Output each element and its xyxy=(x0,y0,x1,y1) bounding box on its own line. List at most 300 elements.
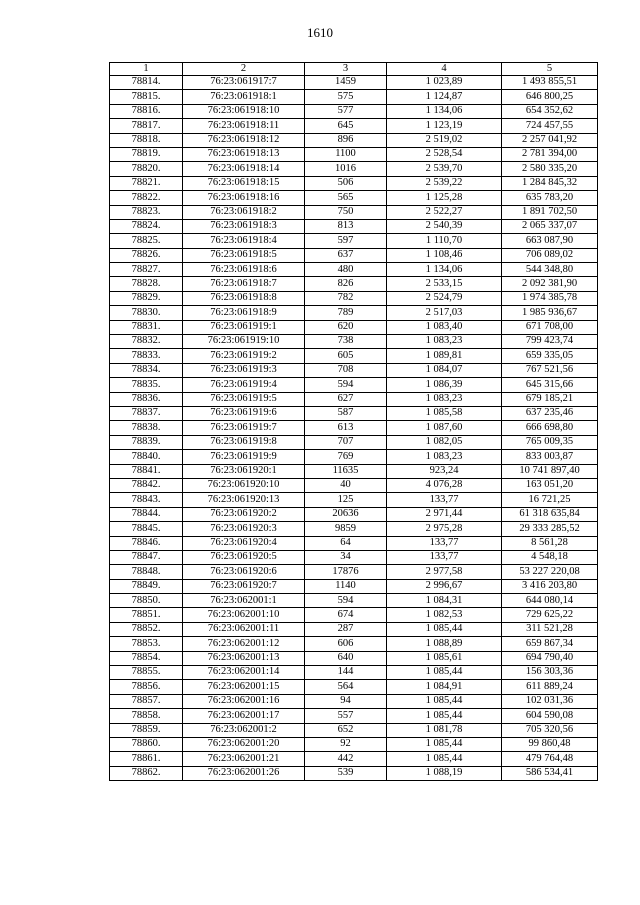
cadastral-number-cell: 76:23:061920:6 xyxy=(183,565,305,579)
value-cell: 544 348,80 xyxy=(502,263,598,277)
area-cell: 539 xyxy=(305,766,387,780)
table-row xyxy=(110,406,598,420)
table-row xyxy=(110,608,598,622)
rate-cell: 1 085,58 xyxy=(387,406,502,420)
value-cell: 163 051,20 xyxy=(502,478,598,492)
row-number-cell: 78815. xyxy=(110,90,183,104)
cadastral-number-cell: 76:23:061920:10 xyxy=(183,478,305,492)
row-number-cell: 78841. xyxy=(110,464,183,478)
table-row xyxy=(110,263,598,277)
area-cell: 750 xyxy=(305,205,387,219)
rate-cell: 1 134,06 xyxy=(387,104,502,118)
row-number-cell: 78820. xyxy=(110,162,183,176)
rate-cell: 1 085,44 xyxy=(387,666,502,680)
row-number-cell: 78833. xyxy=(110,349,183,363)
table-row xyxy=(110,450,598,464)
rate-cell: 1 085,44 xyxy=(387,737,502,751)
cadastral-number-cell: 76:23:061918:15 xyxy=(183,176,305,190)
table-row xyxy=(110,493,598,507)
cadastral-number-cell: 76:23:061919:8 xyxy=(183,435,305,449)
value-cell: 10 741 897,40 xyxy=(502,464,598,478)
row-number-cell: 78839. xyxy=(110,435,183,449)
rate-cell: 1 088,19 xyxy=(387,766,502,780)
rate-cell: 1 124,87 xyxy=(387,90,502,104)
rate-cell: 1 089,81 xyxy=(387,349,502,363)
value-cell: 1 493 855,51 xyxy=(502,76,598,90)
area-cell: 565 xyxy=(305,191,387,205)
area-cell: 64 xyxy=(305,536,387,550)
area-cell: 708 xyxy=(305,363,387,377)
table-row xyxy=(110,464,598,478)
cadastral-number-cell: 76:23:061918:7 xyxy=(183,277,305,291)
value-cell: 1 985 936,67 xyxy=(502,306,598,320)
table-row xyxy=(110,335,598,349)
area-cell: 620 xyxy=(305,320,387,334)
value-cell: 311 521,28 xyxy=(502,622,598,636)
table-row xyxy=(110,306,598,320)
value-cell: 611 889,24 xyxy=(502,680,598,694)
rate-cell: 2 971,44 xyxy=(387,507,502,521)
area-cell: 17876 xyxy=(305,565,387,579)
area-cell: 645 xyxy=(305,119,387,133)
table-row xyxy=(110,594,598,608)
row-number-cell: 78817. xyxy=(110,119,183,133)
column-header-2: 2 xyxy=(183,63,305,76)
cadastral-number-cell: 76:23:062001:1 xyxy=(183,594,305,608)
table-row xyxy=(110,76,598,90)
value-cell: 767 521,56 xyxy=(502,363,598,377)
row-number-cell: 78831. xyxy=(110,320,183,334)
table-row xyxy=(110,421,598,435)
value-cell: 659 335,05 xyxy=(502,349,598,363)
value-cell: 694 790,40 xyxy=(502,651,598,665)
row-number-cell: 78848. xyxy=(110,565,183,579)
cadastral-number-cell: 76:23:061919:5 xyxy=(183,392,305,406)
data-table xyxy=(109,62,598,781)
cadastral-number-cell: 76:23:061918:2 xyxy=(183,205,305,219)
value-cell: 53 227 220,08 xyxy=(502,565,598,579)
row-number-cell: 78830. xyxy=(110,306,183,320)
value-cell: 671 708,00 xyxy=(502,320,598,334)
rate-cell: 1 085,44 xyxy=(387,709,502,723)
table-row xyxy=(110,291,598,305)
row-number-cell: 78859. xyxy=(110,723,183,737)
rate-cell: 133,77 xyxy=(387,550,502,564)
table-row xyxy=(110,162,598,176)
cadastral-number-cell: 76:23:062001:14 xyxy=(183,666,305,680)
cadastral-number-cell: 76:23:062001:2 xyxy=(183,723,305,737)
row-number-cell: 78818. xyxy=(110,133,183,147)
rate-cell: 2 517,03 xyxy=(387,306,502,320)
area-cell: 594 xyxy=(305,378,387,392)
area-cell: 506 xyxy=(305,176,387,190)
row-number-cell: 78826. xyxy=(110,248,183,262)
value-cell: 799 423,74 xyxy=(502,335,598,349)
rate-cell: 2 533,15 xyxy=(387,277,502,291)
page-number: 1610 xyxy=(307,25,333,40)
area-cell: 826 xyxy=(305,277,387,291)
area-cell: 652 xyxy=(305,723,387,737)
cadastral-number-cell: 76:23:062001:20 xyxy=(183,737,305,751)
cadastral-number-cell: 76:23:061919:7 xyxy=(183,421,305,435)
row-number-cell: 78836. xyxy=(110,392,183,406)
column-header-3: 3 xyxy=(305,63,387,76)
area-cell: 1100 xyxy=(305,147,387,161)
value-cell: 2 065 337,07 xyxy=(502,219,598,233)
table-row xyxy=(110,378,598,392)
cadastral-number-cell: 76:23:061918:10 xyxy=(183,104,305,118)
area-cell: 613 xyxy=(305,421,387,435)
table-row xyxy=(110,579,598,593)
row-number-cell: 78823. xyxy=(110,205,183,219)
area-cell: 564 xyxy=(305,680,387,694)
area-cell: 738 xyxy=(305,335,387,349)
row-number-cell: 78854. xyxy=(110,651,183,665)
rate-cell: 1 087,60 xyxy=(387,421,502,435)
rate-cell: 2 975,28 xyxy=(387,522,502,536)
table-row xyxy=(110,277,598,291)
row-number-cell: 78824. xyxy=(110,219,183,233)
rate-cell: 2 540,39 xyxy=(387,219,502,233)
value-cell: 8 561,28 xyxy=(502,536,598,550)
cadastral-number-cell: 76:23:062001:16 xyxy=(183,694,305,708)
value-cell: 99 860,48 xyxy=(502,737,598,751)
area-cell: 1016 xyxy=(305,162,387,176)
rate-cell: 923,24 xyxy=(387,464,502,478)
cadastral-number-cell: 76:23:062001:12 xyxy=(183,637,305,651)
row-number-cell: 78855. xyxy=(110,666,183,680)
area-cell: 9859 xyxy=(305,522,387,536)
value-cell: 729 625,22 xyxy=(502,608,598,622)
cadastral-number-cell: 76:23:061920:3 xyxy=(183,522,305,536)
rate-cell: 1 085,44 xyxy=(387,752,502,766)
row-number-cell: 78822. xyxy=(110,191,183,205)
rate-cell: 1 125,28 xyxy=(387,191,502,205)
cadastral-number-cell: 76:23:061919:2 xyxy=(183,349,305,363)
rate-cell: 1 085,44 xyxy=(387,694,502,708)
cadastral-number-cell: 76:23:061920:2 xyxy=(183,507,305,521)
row-number-cell: 78853. xyxy=(110,637,183,651)
rate-cell: 1 083,23 xyxy=(387,335,502,349)
table-row xyxy=(110,435,598,449)
row-number-cell: 78840. xyxy=(110,450,183,464)
value-cell: 644 080,14 xyxy=(502,594,598,608)
rate-cell: 1 110,70 xyxy=(387,234,502,248)
value-cell: 1 974 385,78 xyxy=(502,291,598,305)
value-cell: 646 800,25 xyxy=(502,90,598,104)
value-cell: 604 590,08 xyxy=(502,709,598,723)
table-row xyxy=(110,133,598,147)
table-row xyxy=(110,191,598,205)
table-row xyxy=(110,637,598,651)
cadastral-number-cell: 76:23:062001:15 xyxy=(183,680,305,694)
table-row xyxy=(110,478,598,492)
cadastral-number-cell: 76:23:061918:4 xyxy=(183,234,305,248)
row-number-cell: 78849. xyxy=(110,579,183,593)
value-cell: 659 867,34 xyxy=(502,637,598,651)
rate-cell: 133,77 xyxy=(387,536,502,550)
cadastral-number-cell: 76:23:061918:13 xyxy=(183,147,305,161)
cadastral-number-cell: 76:23:062001:21 xyxy=(183,752,305,766)
value-cell: 2 781 394,00 xyxy=(502,147,598,161)
area-cell: 594 xyxy=(305,594,387,608)
area-cell: 707 xyxy=(305,435,387,449)
row-number-cell: 78844. xyxy=(110,507,183,521)
rate-cell: 2 539,70 xyxy=(387,162,502,176)
cadastral-number-cell: 76:23:062001:17 xyxy=(183,709,305,723)
table-row xyxy=(110,666,598,680)
table-row xyxy=(110,622,598,636)
area-cell: 20636 xyxy=(305,507,387,521)
value-cell: 654 352,62 xyxy=(502,104,598,118)
value-cell: 724 457,55 xyxy=(502,119,598,133)
cadastral-number-cell: 76:23:061919:9 xyxy=(183,450,305,464)
value-cell: 765 009,35 xyxy=(502,435,598,449)
area-cell: 597 xyxy=(305,234,387,248)
rate-cell: 2 996,67 xyxy=(387,579,502,593)
rate-cell: 1 083,23 xyxy=(387,392,502,406)
table-row xyxy=(110,651,598,665)
table-row xyxy=(110,536,598,550)
cadastral-number-cell: 76:23:061919:3 xyxy=(183,363,305,377)
value-cell: 586 534,41 xyxy=(502,766,598,780)
rate-cell: 1 134,06 xyxy=(387,263,502,277)
area-cell: 587 xyxy=(305,406,387,420)
area-cell: 557 xyxy=(305,709,387,723)
table-row xyxy=(110,248,598,262)
table-row xyxy=(110,709,598,723)
row-number-cell: 78861. xyxy=(110,752,183,766)
row-number-cell: 78829. xyxy=(110,291,183,305)
cadastral-number-cell: 76:23:061917:7 xyxy=(183,76,305,90)
cadastral-number-cell: 76:23:061919:4 xyxy=(183,378,305,392)
row-number-cell: 78860. xyxy=(110,737,183,751)
value-cell: 3 416 203,80 xyxy=(502,579,598,593)
area-cell: 637 xyxy=(305,248,387,262)
rate-cell: 2 977,58 xyxy=(387,565,502,579)
row-number-cell: 78845. xyxy=(110,522,183,536)
area-cell: 442 xyxy=(305,752,387,766)
rate-cell: 133,77 xyxy=(387,493,502,507)
row-number-cell: 78851. xyxy=(110,608,183,622)
rate-cell: 2 539,22 xyxy=(387,176,502,190)
value-cell: 1 284 845,32 xyxy=(502,176,598,190)
table-row xyxy=(110,219,598,233)
row-number-cell: 78827. xyxy=(110,263,183,277)
column-header-5: 5 xyxy=(502,63,598,76)
area-cell: 789 xyxy=(305,306,387,320)
rate-cell: 1 081,78 xyxy=(387,723,502,737)
value-cell: 635 783,20 xyxy=(502,191,598,205)
rate-cell: 1 083,23 xyxy=(387,450,502,464)
row-number-cell: 78862. xyxy=(110,766,183,780)
row-number-cell: 78852. xyxy=(110,622,183,636)
rate-cell: 1 084,07 xyxy=(387,363,502,377)
area-cell: 1459 xyxy=(305,76,387,90)
row-number-cell: 78819. xyxy=(110,147,183,161)
row-number-cell: 78835. xyxy=(110,378,183,392)
value-cell: 705 320,56 xyxy=(502,723,598,737)
cadastral-number-cell: 76:23:061918:3 xyxy=(183,219,305,233)
column-header-1: 1 xyxy=(110,63,183,76)
area-cell: 813 xyxy=(305,219,387,233)
cadastral-number-cell: 76:23:061918:1 xyxy=(183,90,305,104)
area-cell: 480 xyxy=(305,263,387,277)
area-cell: 782 xyxy=(305,291,387,305)
table-row xyxy=(110,752,598,766)
rate-cell: 1 082,53 xyxy=(387,608,502,622)
cadastral-number-cell: 76:23:061919:10 xyxy=(183,335,305,349)
cadastral-number-cell: 76:23:062001:26 xyxy=(183,766,305,780)
rate-cell: 1 085,44 xyxy=(387,622,502,636)
value-cell: 679 185,21 xyxy=(502,392,598,406)
cadastral-number-cell: 76:23:061918:11 xyxy=(183,119,305,133)
row-number-cell: 78814. xyxy=(110,76,183,90)
rate-cell: 1 108,46 xyxy=(387,248,502,262)
value-cell: 2 092 381,90 xyxy=(502,277,598,291)
area-cell: 40 xyxy=(305,478,387,492)
rate-cell: 1 123,19 xyxy=(387,119,502,133)
cadastral-number-cell: 76:23:061918:14 xyxy=(183,162,305,176)
area-cell: 577 xyxy=(305,104,387,118)
row-number-cell: 78828. xyxy=(110,277,183,291)
area-cell: 125 xyxy=(305,493,387,507)
row-number-cell: 78856. xyxy=(110,680,183,694)
table-row xyxy=(110,680,598,694)
row-number-cell: 78837. xyxy=(110,406,183,420)
table-row xyxy=(110,737,598,751)
table-row xyxy=(110,550,598,564)
row-number-cell: 78847. xyxy=(110,550,183,564)
row-number-cell: 78834. xyxy=(110,363,183,377)
rate-cell: 2 519,02 xyxy=(387,133,502,147)
rate-cell: 1 086,39 xyxy=(387,378,502,392)
value-cell: 16 721,25 xyxy=(502,493,598,507)
cadastral-number-cell: 76:23:061920:1 xyxy=(183,464,305,478)
rate-cell: 1 084,91 xyxy=(387,680,502,694)
rate-cell: 2 522,27 xyxy=(387,205,502,219)
value-cell: 29 333 285,52 xyxy=(502,522,598,536)
cadastral-number-cell: 76:23:062001:13 xyxy=(183,651,305,665)
row-number-cell: 78858. xyxy=(110,709,183,723)
area-cell: 287 xyxy=(305,622,387,636)
row-number-cell: 78843. xyxy=(110,493,183,507)
value-cell: 706 089,02 xyxy=(502,248,598,262)
area-cell: 896 xyxy=(305,133,387,147)
area-cell: 606 xyxy=(305,637,387,651)
table-row xyxy=(110,104,598,118)
area-cell: 144 xyxy=(305,666,387,680)
column-header-4: 4 xyxy=(387,63,502,76)
table-row xyxy=(110,565,598,579)
rate-cell: 1 082,05 xyxy=(387,435,502,449)
table-row xyxy=(110,90,598,104)
value-cell: 666 698,80 xyxy=(502,421,598,435)
table-row xyxy=(110,205,598,219)
row-number-cell: 78838. xyxy=(110,421,183,435)
value-cell: 645 315,66 xyxy=(502,378,598,392)
cadastral-number-cell: 76:23:061918:6 xyxy=(183,263,305,277)
table-row xyxy=(110,766,598,780)
table-row xyxy=(110,147,598,161)
value-cell: 1 891 702,50 xyxy=(502,205,598,219)
table-row xyxy=(110,363,598,377)
cadastral-number-cell: 76:23:061918:8 xyxy=(183,291,305,305)
value-cell: 833 003,87 xyxy=(502,450,598,464)
row-number-cell: 78825. xyxy=(110,234,183,248)
row-number-cell: 78832. xyxy=(110,335,183,349)
cadastral-number-cell: 76:23:062001:10 xyxy=(183,608,305,622)
value-cell: 102 031,36 xyxy=(502,694,598,708)
area-cell: 640 xyxy=(305,651,387,665)
cadastral-number-cell: 76:23:061918:9 xyxy=(183,306,305,320)
table-row xyxy=(110,320,598,334)
table-row xyxy=(110,176,598,190)
cadastral-number-cell: 76:23:061920:7 xyxy=(183,579,305,593)
area-cell: 11635 xyxy=(305,464,387,478)
value-cell: 637 235,46 xyxy=(502,406,598,420)
rate-cell: 1 083,40 xyxy=(387,320,502,334)
table-row xyxy=(110,723,598,737)
row-number-cell: 78821. xyxy=(110,176,183,190)
area-cell: 674 xyxy=(305,608,387,622)
table-row xyxy=(110,694,598,708)
rate-cell: 1 084,31 xyxy=(387,594,502,608)
table-row xyxy=(110,392,598,406)
cadastral-number-cell: 76:23:061919:1 xyxy=(183,320,305,334)
cadastral-number-cell: 76:23:061919:6 xyxy=(183,406,305,420)
cadastral-number-cell: 76:23:061918:16 xyxy=(183,191,305,205)
cadastral-number-cell: 76:23:061918:5 xyxy=(183,248,305,262)
row-number-cell: 78857. xyxy=(110,694,183,708)
value-cell: 663 087,90 xyxy=(502,234,598,248)
cadastral-number-cell: 76:23:061918:12 xyxy=(183,133,305,147)
value-cell: 156 303,36 xyxy=(502,666,598,680)
area-cell: 605 xyxy=(305,349,387,363)
rate-cell: 4 076,28 xyxy=(387,478,502,492)
area-cell: 34 xyxy=(305,550,387,564)
cadastral-number-cell: 76:23:061920:13 xyxy=(183,493,305,507)
value-cell: 4 548,18 xyxy=(502,550,598,564)
row-number-cell: 78846. xyxy=(110,536,183,550)
rate-cell: 2 528,54 xyxy=(387,147,502,161)
rate-cell: 2 524,79 xyxy=(387,291,502,305)
area-cell: 92 xyxy=(305,737,387,751)
table-row xyxy=(110,234,598,248)
table-body xyxy=(110,76,598,781)
cadastral-number-cell: 76:23:062001:11 xyxy=(183,622,305,636)
cadastral-number-cell: 76:23:061920:5 xyxy=(183,550,305,564)
value-cell: 61 318 635,84 xyxy=(502,507,598,521)
cadastral-number-cell: 76:23:061920:4 xyxy=(183,536,305,550)
area-cell: 94 xyxy=(305,694,387,708)
rate-cell: 1 088,89 xyxy=(387,637,502,651)
table-row xyxy=(110,507,598,521)
rate-cell: 1 085,61 xyxy=(387,651,502,665)
area-cell: 1140 xyxy=(305,579,387,593)
table-row xyxy=(110,522,598,536)
area-cell: 769 xyxy=(305,450,387,464)
table-row xyxy=(110,349,598,363)
row-number-cell: 78842. xyxy=(110,478,183,492)
table-row xyxy=(110,119,598,133)
rate-cell: 1 023,89 xyxy=(387,76,502,90)
row-number-cell: 78816. xyxy=(110,104,183,118)
row-number-cell: 78850. xyxy=(110,594,183,608)
area-cell: 627 xyxy=(305,392,387,406)
value-cell: 2 257 041,92 xyxy=(502,133,598,147)
value-cell: 479 764,48 xyxy=(502,752,598,766)
